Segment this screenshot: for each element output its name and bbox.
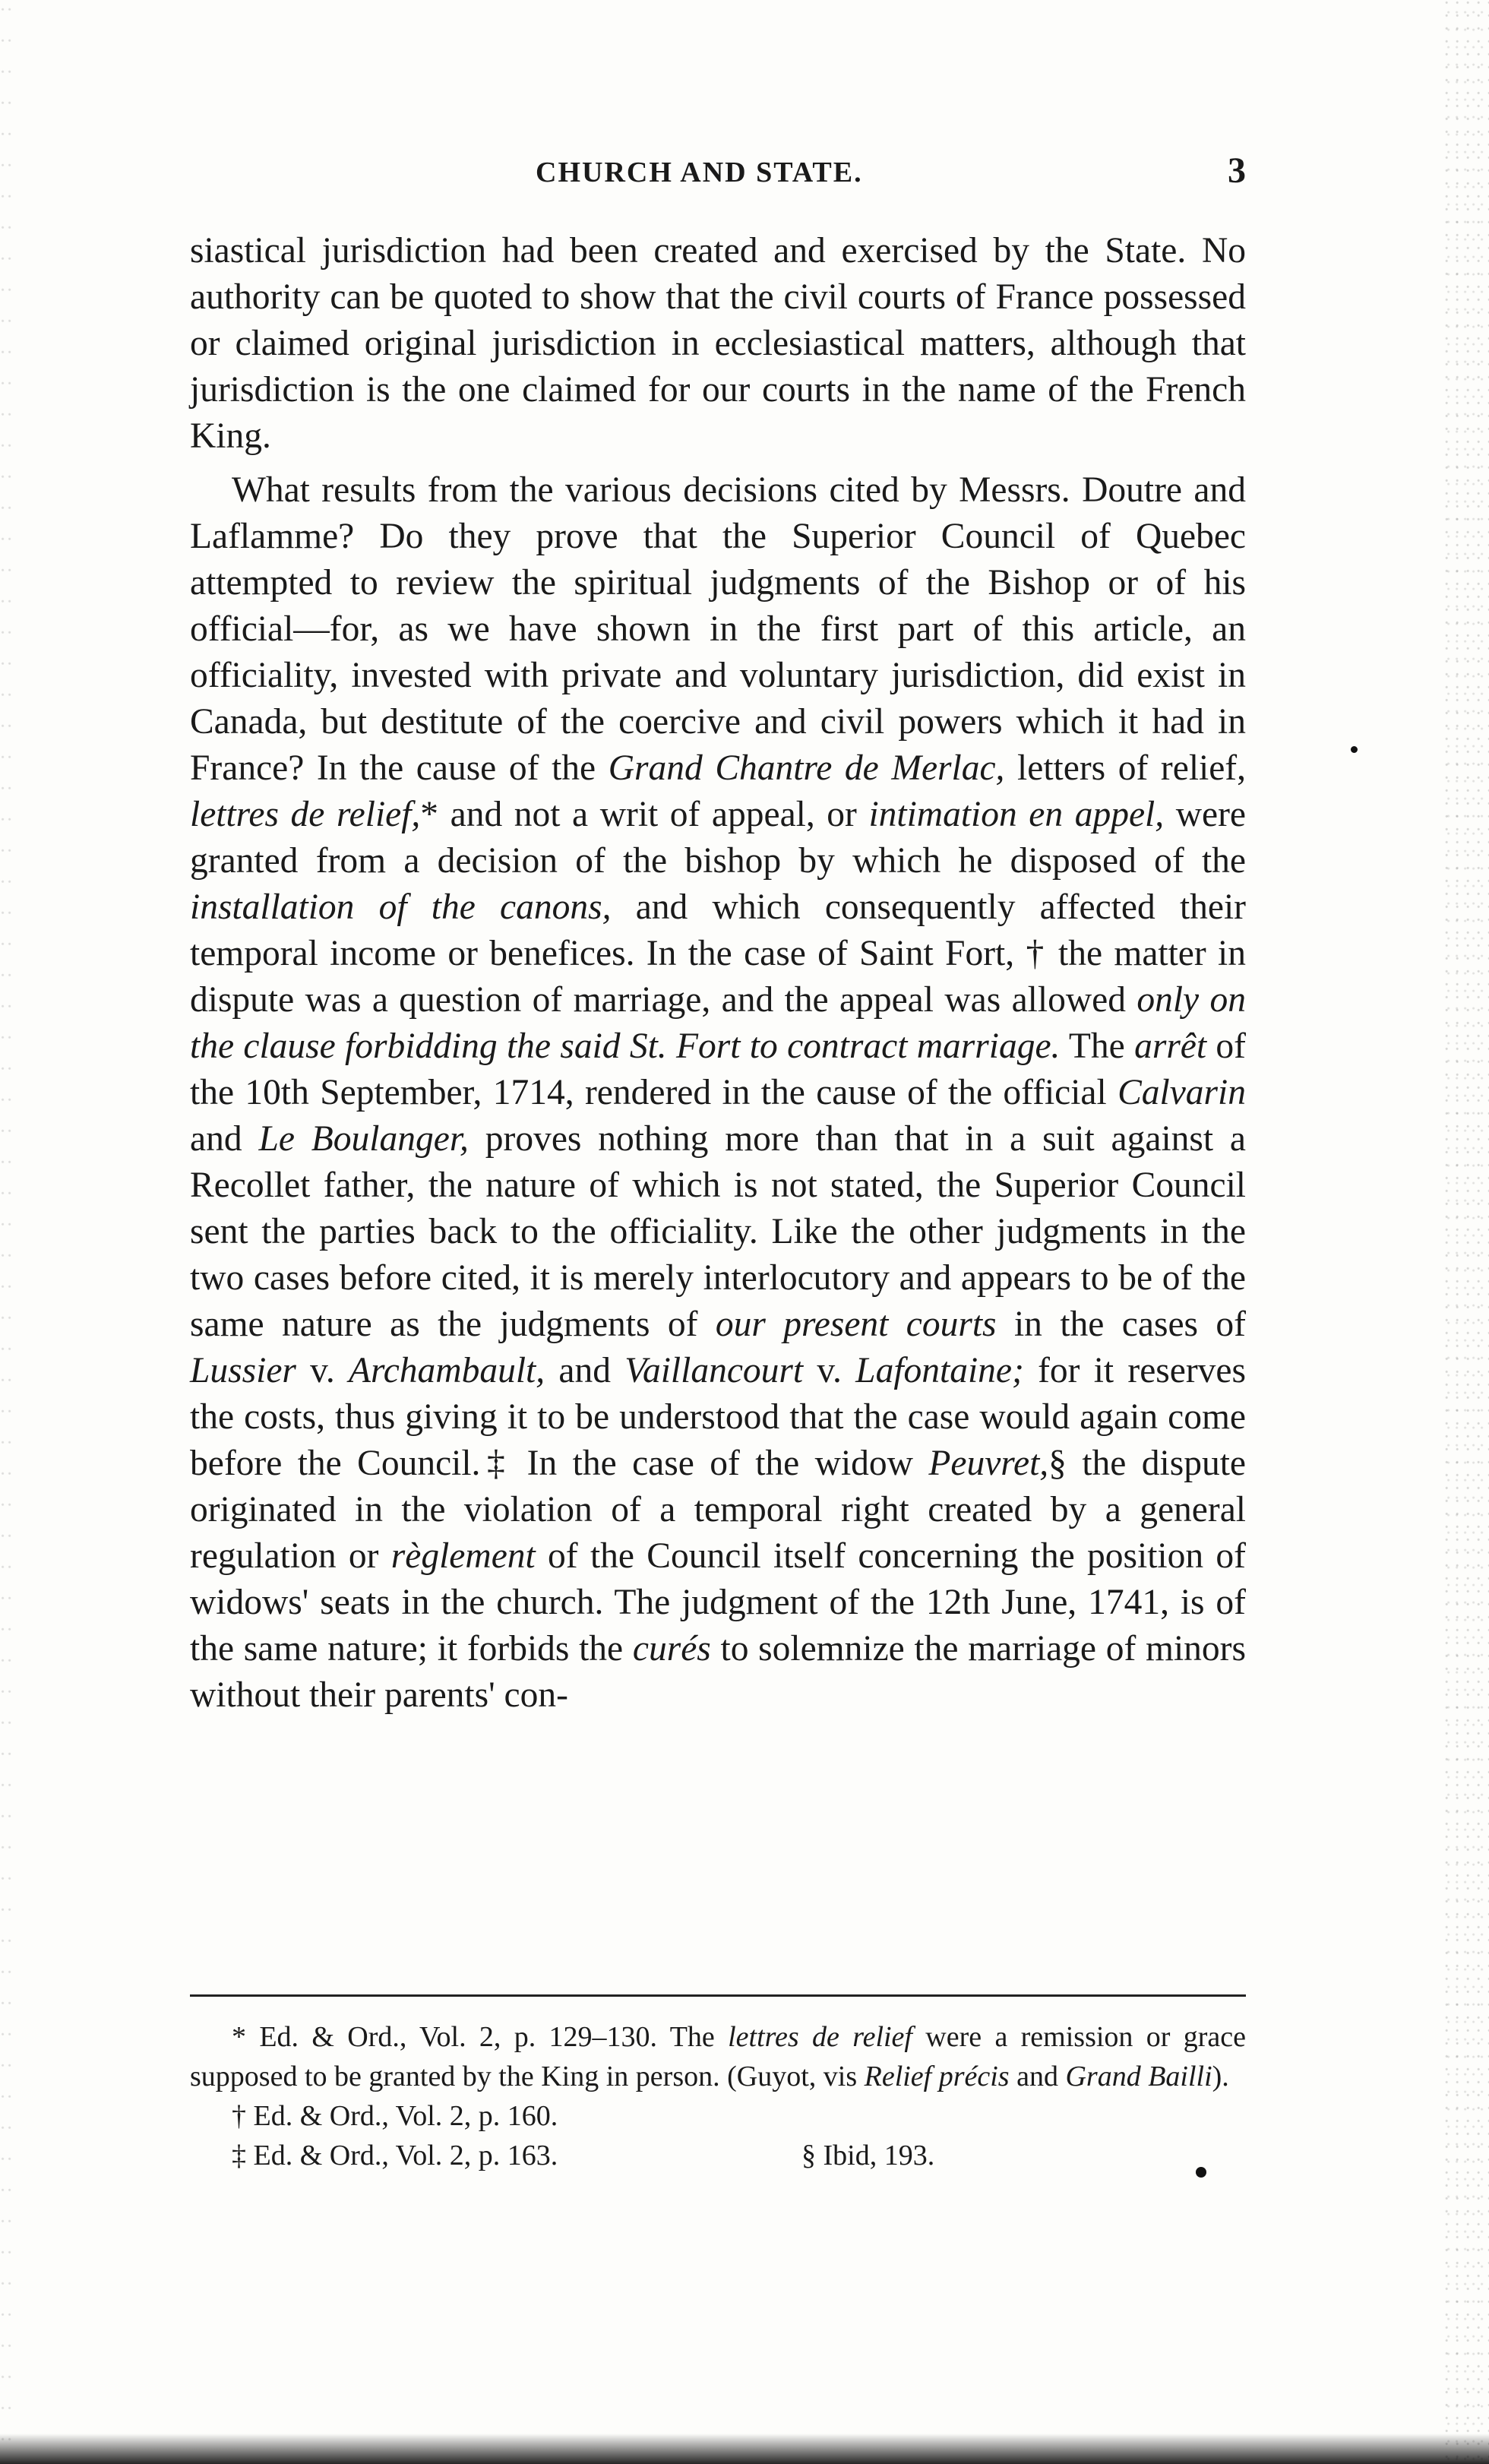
italic-run: Grand Chantre de Merlac, [608,748,1005,788]
text-run: and [1009,2061,1066,2092]
italic-run: Archambault, [348,1351,545,1390]
paragraph-1: siastical jurisdiction had been created and exercised by the State. No authority can be quoted to show that the civil courts of France possessed or claimed original jurisdiction in ecclesiastical matters, although that jurisdiction is the one claimed for our courts in the name of the French King. [190,231,1246,456]
text-run: * Ed. & Ord., Vol. 2, p. 129–130. The [232,2021,729,2053]
page-header [190,150,1246,201]
footnote-4: § Ibid, 193. [801,2140,935,2171]
italic-run: Grand Bailli [1065,2061,1212,2092]
text-run: * and not a writ of appeal, or [420,795,869,834]
text-run: to solemnize the marriage of minors without their parents' con- [190,1629,1246,1715]
body-text [190,228,1246,1719]
scan-edge-bottom [0,2434,1489,2464]
text-run: and [545,1351,625,1390]
ink-speck [1351,746,1358,753]
text-run: were a remission or grace supposed to be granted by the King in person. (Guyot, vis [190,2021,1246,2092]
italic-run: Vaillancourt [624,1351,804,1390]
italic-run: règlement [390,1536,536,1576]
text-run: of the 10th September, 1714, rendered in the cause of the official [190,1026,1246,1112]
italic-run: arrêt [1134,1026,1207,1066]
running-title: CHURCH AND STATE. [536,157,863,188]
text-run: The [1060,1026,1135,1066]
italic-run: Calvarin [1118,1073,1246,1112]
italic-run: Relief précis [864,2061,1010,2092]
text-run: v. [803,1351,856,1390]
text-run: and [190,1119,259,1159]
text-run: of the Council itself concerning the position of widows' seats in the church. The judgment of the 12th June, 1741, is of the same nature; it forbids the [190,1536,1246,1668]
footnote-divider [190,1994,1246,1997]
italic-run: Le Boulanger, [258,1119,469,1159]
text-run: ). [1212,2061,1229,2092]
italic-run: lettres de relief [728,2021,912,2053]
text-run: § the dispute originated in the violation of a temporal right created by a general regulation or [190,1444,1246,1576]
text-run: for it reserves the costs, thus giving it to be understood that the case would again come before the Council.‡ In the case of the widow [190,1351,1246,1483]
text-run: in the cases of [996,1305,1246,1344]
paragraph-2 [190,467,1246,1719]
text-run: were granted from a decision of the bishop by which he disposed of the [190,795,1246,881]
footnotes [190,2017,1246,2175]
scan-edge-right [1443,0,1489,2464]
ink-speck [1196,2167,1206,2178]
italic-run: Peuvret, [928,1444,1049,1483]
footnote-2: † Ed. & Ord., Vol. 2, p. 160. [232,2100,558,2132]
italic-run: our present courts [715,1305,997,1344]
scan-edge-left [0,0,14,2464]
italic-run: curés [632,1629,711,1668]
italic-run: installation of the canons, [190,887,612,927]
italic-run: only on the clause forbidding the said St. Fort to contract marriage. [190,980,1247,1066]
text-run: v. [296,1351,349,1390]
footnote-3: ‡ Ed. & Ord., Vol. 2, p. 163. [232,2140,558,2171]
footnote-1 [190,2017,1246,2096]
text-run: letters of relief, [1004,748,1246,788]
text-run: proves nothing more than that in a suit against a Recollet father, the nature of which is not stated, the Superior Council sent the parties back to the officiality. Like the other judgments in the two cases before cited, it is merely interlocutory and appears to be of the same nature as the judgments of [190,1119,1247,1344]
italic-run: intimation en appel, [868,795,1165,834]
text-run: and which consequently affected their temporal income or benefices. In the case of Saint Fort, † the matter in dispute was a question of marriage, and the appeal was allowed [190,887,1246,1020]
page-number: 3 [1228,150,1246,191]
italic-run: Lussier [190,1351,296,1390]
footnote-row [190,2136,1246,2175]
italic-run: lettres de relief, [190,795,421,834]
italic-run: Lafontaine; [855,1351,1024,1390]
text-run: What results from the various decisions cited by Messrs. Doutre and Laflamme? Do they prove that the Superior Council of Quebec attempted to review the spiritual judgments of the Bishop or of his official—for, as we have shown in the first part of this article, an officiality, invested with private and voluntary jurisdiction, did exist in Canada, but destitute of the coercive and civil powers which it had in France? In the cause of the [190,470,1246,788]
